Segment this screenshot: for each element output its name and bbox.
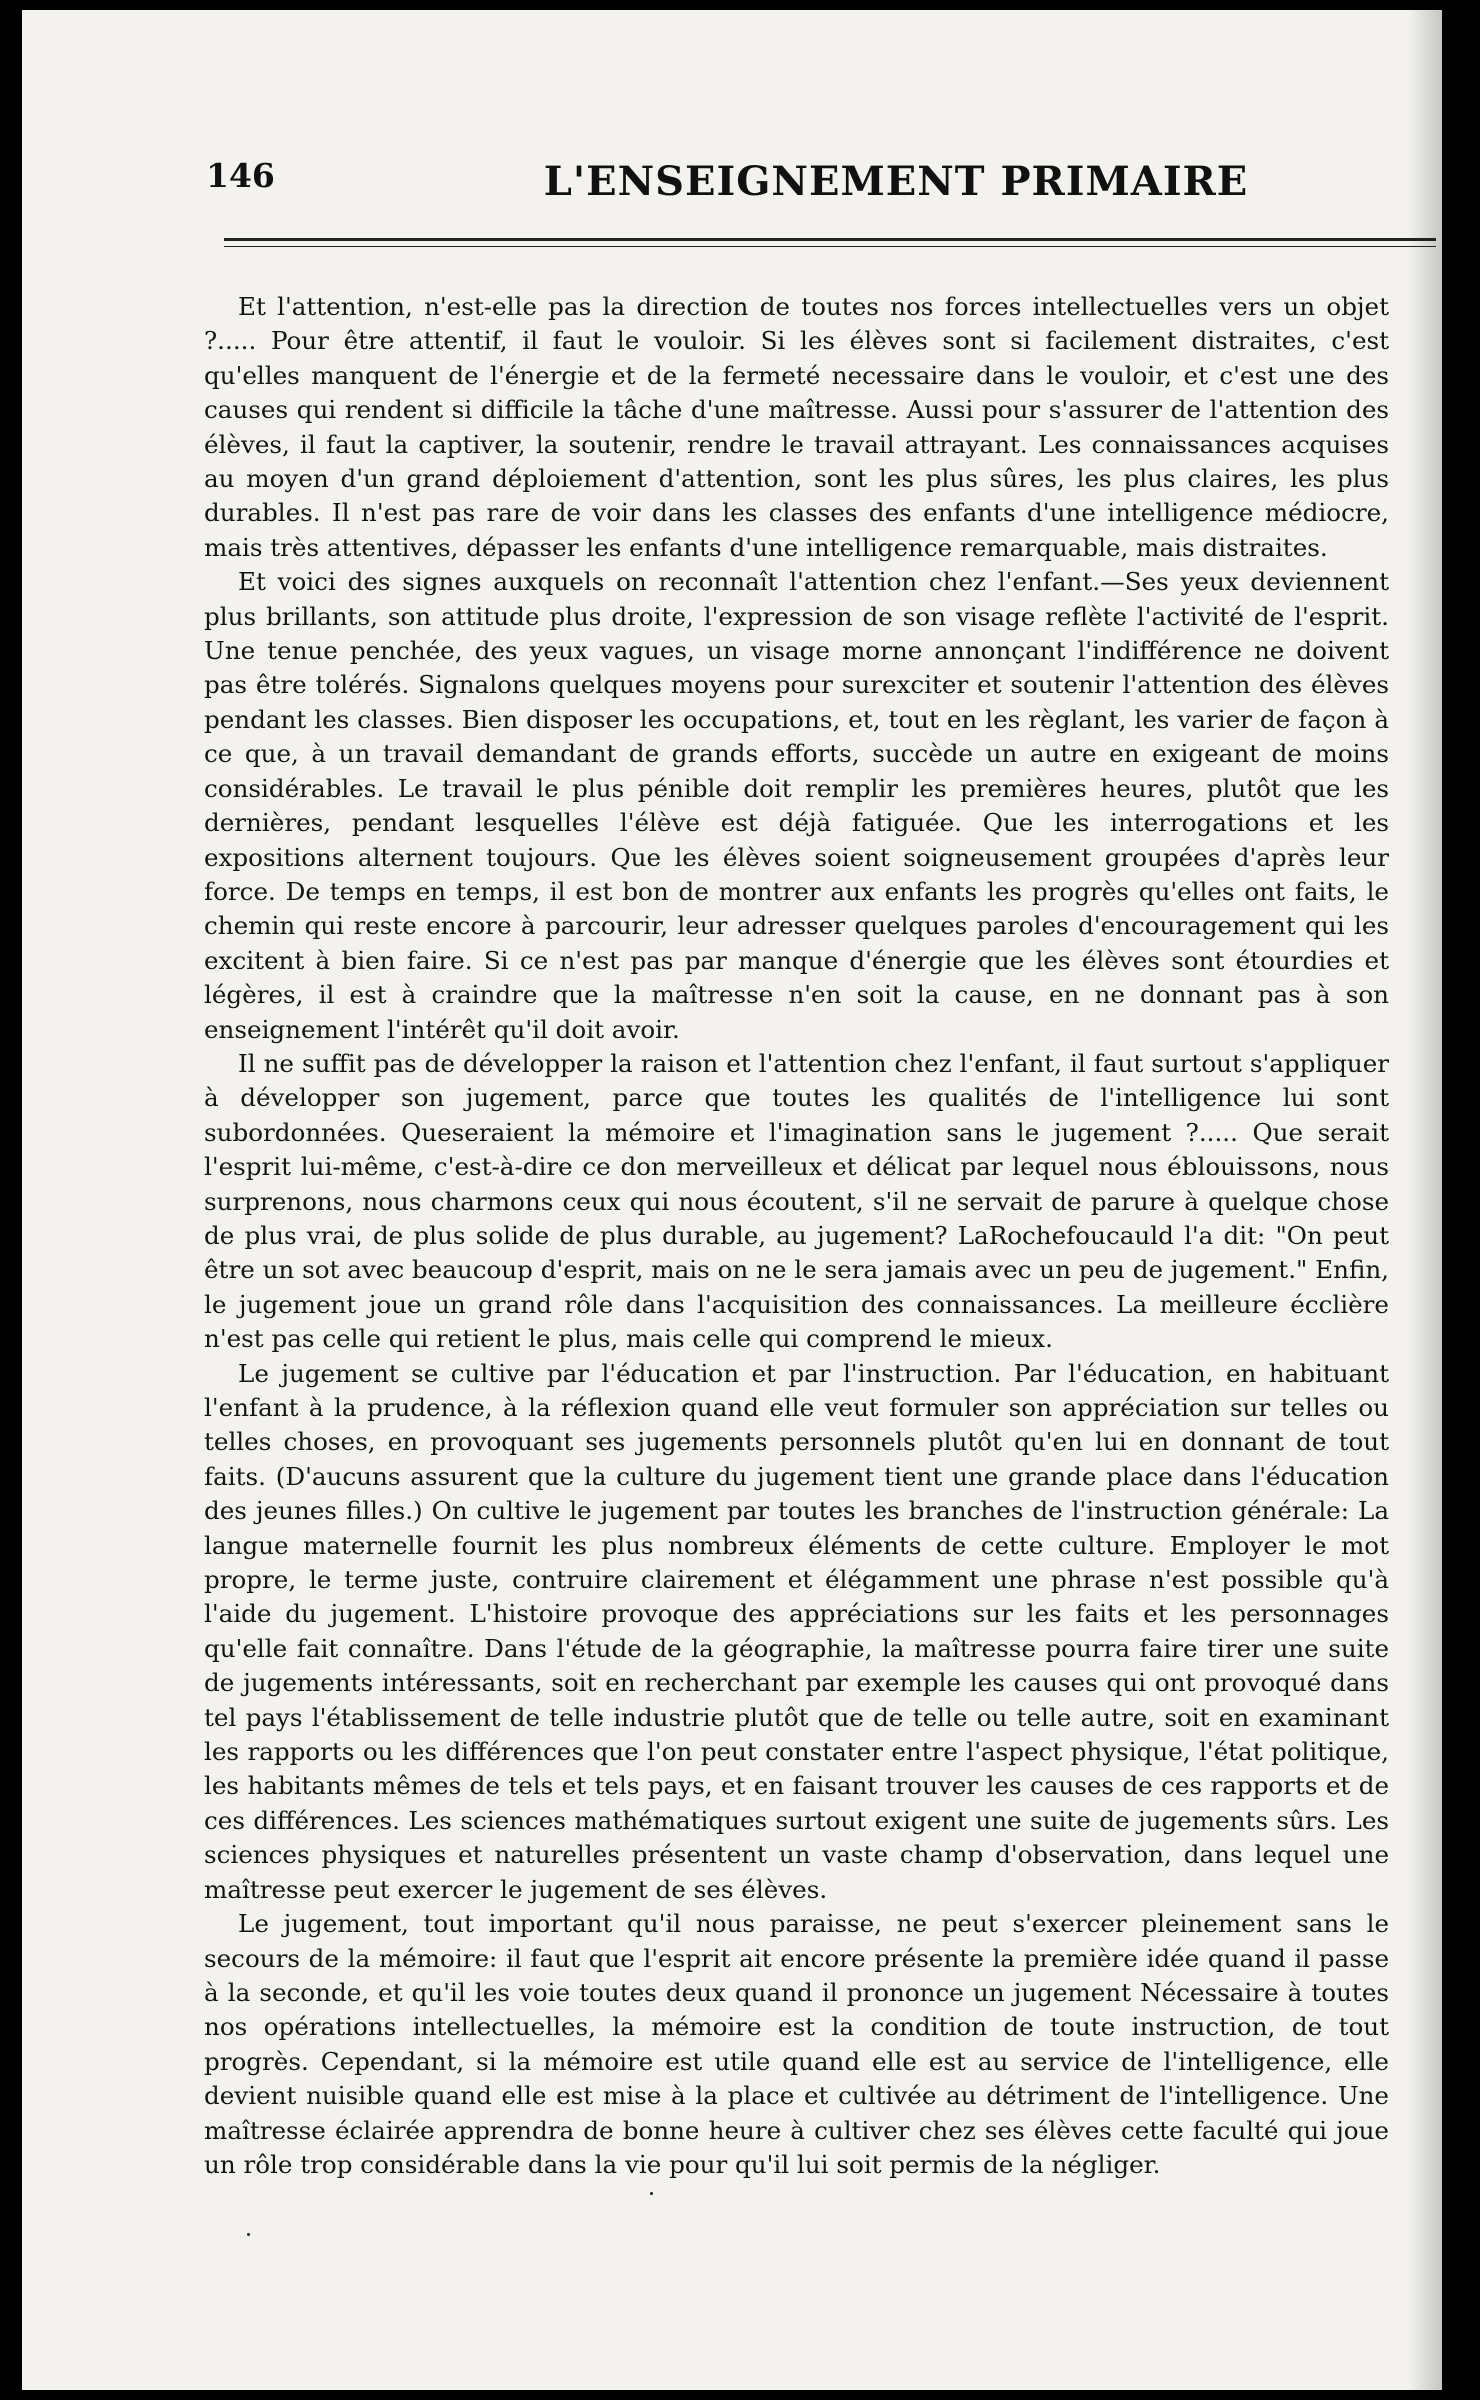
running-title: L'ENSEIGNEMENT PRIMAIRE [543,158,1249,205]
header-rule-thin [224,246,1436,247]
page-number: 146 [206,156,275,195]
ink-speck [247,2233,250,2236]
page-header [206,150,1436,210]
paragraph: Et l'attention, n'est-elle pas la direction de toutes nos forces intellectuelles vers un objet ?..... Pour être attentif, il faut le vouloir. Si les élèves sont si facilement distraites, c'est qu'elles manquent de l'énergie et de la fermeté necessaire dans le vouloir, et c'est une des causes qui rendent si difficile la tâche d'une maîtresse. Aussi pour s'assurer de l'attention des élèves, il faut la captiver, la soutenir, rendre le travail attrayant. Les connaissances acquises au moyen d'un grand déploiement d'attention, sont les plus sûres, les plus claires, les plus durables. Il n'est pas rare de voir dans les classes des enfants d'une intelligence médiocre, mais très attentives, dépasser les enfants d'une intelligence remarquable, mais distraites. [204,292,1389,562]
page-edge-shadow [1408,10,1442,2390]
header-rule [224,238,1436,241]
paragraph: Il ne suffit pas de développer la raison et l'attention chez l'enfant, il faut surtout s'appliquer à développer son jugement, parce que toutes les qualités de l'intelligence lui sont subordonnées. Queseraient la mémoire et l'imagination sans le jugement ?..... Que serait l'esprit lui-même, c'est-à-dire ce don merveilleux et délicat par lequel nous éblouissons, nous surprenons, nous charmons ceux qui nous écoutent, s'il ne servait de parure à quelque chose de plus vrai, de plus solide de plus durable, au jugement? LaRochefoucauld l'a dit: "On peut être un sot avec beaucoup d'esprit, mais on ne le sera jamais avec un peu de jugement." Enfin, le jugement joue un grand rôle dans l'acquisition des connaissances. La meilleure écclière n'est pas celle qui retient le plus, mais celle qui comprend le mieux. [204,1048,1389,1354]
paragraph: Et voici des signes auxquels on reconnaît l'attention chez l'enfant.—Ses yeux deviennent plus brillants, son attitude plus droite, l'expression de son visage reflète l'activité de l'esprit. Une tenue penchée, des yeux vagues, un visage morne annonçant l'indifférence ne doivent pas être tolérés. Signalons quelques moyens pour surexciter et soutenir l'attention des élèves pendant les classes. Bien disposer les occupations, et, tout en les règlant, les varier de façon à ce que, à un travail demandant de grands efforts, succède un autre en exigeant de moins considérables. Le travail le plus pénible doit remplir les premières heures, plutôt que les dernières, pendant lesquelles l'élève est déjà fatiguée. Que les interrogations et les expositions alternent toujours. Que les élèves soient soigneusement groupées d'après leur force. De temps en temps, il est bon de montrer aux enfants les progrès qu'elles ont faits, le chemin qui reste encore à parcourir, leur adresser quelques paroles d'encouragement qui les excitent à bien faire. Si ce n'est pas par manque d'énergie que les élèves sont étourdies et légères, il est à craindre que la maîtresse n'en soit la cause, en ne donnant pas à son enseignement l'intérêt qu'il doit avoir. [204,567,1389,1044]
body-text [204,290,1389,2182]
ink-speck [650,2192,653,2195]
paragraph: Le jugement se cultive par l'éducation et par l'instruction. Par l'éducation, en habituant l'enfant à la prudence, à la réflexion quand elle veut formuler son appréciation sur telles ou telles choses, en provoquant ses jugements personnels plutôt qu'en lui en donnant de tout faits. (D'aucuns assurent que la culture du jugement tient une grande place dans l'éducation des jeunes filles.) On cultive le jugement par toutes les branches de l'instruction générale: La langue maternelle fournit les plus nombreux éléments de cette culture. Employer le mot propre, le terme juste, contruire clairement et élégamment une phrase n'est possible qu'à l'aide du jugement. L'histoire provoque des appréciations sur les faits et les personnages qu'elle fait connaître. Dans l'étude de la géographie, la maîtresse pourra faire tirer une suite de jugements intéressants, soit en recherchant par exemple les causes qui ont provoqué dans tel pays l'établissement de telle industrie plutôt que de telle ou telle autre, soit en examinant les rapports ou les différences que l'on peut constater entre l'aspect physique, l'état politique, les habitants mêmes de tels et tels pays, et en faisant trouver les causes de ces rapports et de ces différences. Les sciences mathématiques surtout exigent une suite de jugements sûrs. Les sciences physiques et naturelles présentent un vaste champ d'observation, dans lequel une maîtresse peut exercer le jugement de ses élèves. [204,1358,1389,1904]
paragraph: Le jugement, tout important qu'il nous paraisse, ne peut s'exercer pleinement sans le secours de la mémoire: il faut que l'esprit ait encore présente la première idée quand il passe à la seconde, et qu'il les voie toutes deux quand il prononce un jugement Nécessaire à toutes nos opérations intellectuelles, la mémoire est la condition de toute instruction, de tout progrès. Cependant, si la mémoire est utile quand elle est au service de l'intelligence, elle devient nuisible quand elle est mise à la place et cultivée au détriment de l'intelligence. Une maîtresse éclairée apprendra de bonne heure à cultiver chez ses élèves cette faculté qui joue un rôle trop considérable dans la vie pour qu'il lui soit permis de la négliger. [204,1909,1389,2179]
